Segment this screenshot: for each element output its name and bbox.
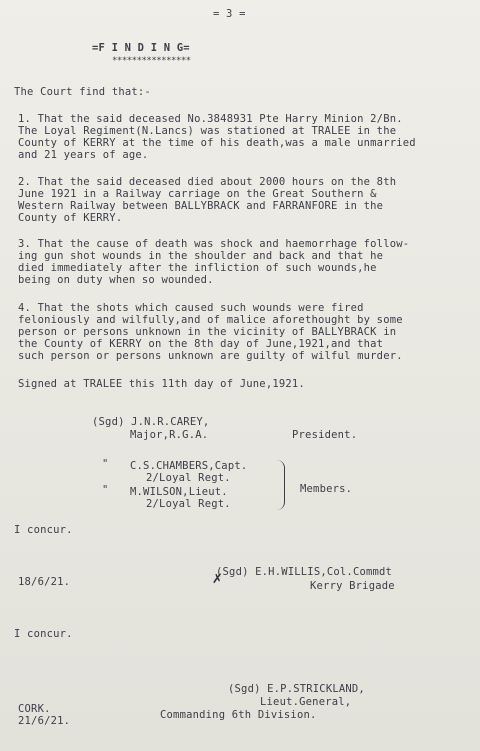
handwritten-mark: ✗: [212, 572, 223, 587]
concur-1-date: 18/6/21.: [18, 576, 71, 588]
finding-line: 1. That the said deceased No.3848931 Pte Harry Minion 2/Bn.: [18, 113, 403, 125]
concur-2-signatory: (Sgd) E.P.STRICKLAND,: [228, 683, 365, 695]
president-rank: Major,R.G.A.: [130, 429, 209, 441]
concur-1: I concur.: [14, 524, 73, 536]
finding-line: died immediately after the infliction of such wounds,he: [18, 262, 377, 274]
finding-line: 4. That the shots which caused such wounds were fired: [18, 302, 364, 314]
member-1-unit: 2/Loyal Regt.: [146, 472, 231, 484]
president-role: President.: [292, 429, 358, 441]
finding-line: 2. That the said deceased died about 2000 hours on the 8th: [18, 176, 397, 188]
finding-line: ing gun shot wounds in the shoulder and back and that he: [18, 250, 384, 262]
finding-line: June 1921 in a Railway carriage on the Great Southern &: [18, 188, 377, 200]
concur-1-signatory: (Sgd) E.H.WILLIS,Col.Commdt: [216, 566, 393, 578]
finding-line: feloniously and wilfully,and of malice aforethought by some: [18, 314, 403, 326]
ditto-mark: ": [102, 484, 109, 496]
finding-line: being on duty when so wounded.: [18, 274, 214, 286]
concur-2-place: CORK.: [18, 703, 51, 715]
document-title: =F I N D I N G=: [92, 42, 190, 54]
finding-line: County of KERRY.: [18, 212, 123, 224]
title-underline: ****************: [112, 56, 191, 66]
concur-2: I concur.: [14, 628, 73, 640]
member-2-name: M.WILSON,Lieut.: [130, 486, 228, 498]
concur-2-command: Commanding 6th Division.: [160, 709, 317, 721]
page-number: = 3 =: [213, 8, 246, 20]
member-1-name: C.S.CHAMBERS,Capt.: [130, 460, 248, 472]
finding-line: Western Railway between BALLYBRACK and FARRANFORE in the: [18, 200, 384, 212]
concur-2-date: 21/6/21.: [18, 715, 71, 727]
finding-line: person or persons unknown in the vicinity of BALLYBRACK in: [18, 326, 397, 338]
finding-line: the County of KERRY on the 8th day of June,1921,and that: [18, 338, 384, 350]
ditto-mark: ": [102, 458, 109, 470]
finding-line: The Loyal Regiment(N.Lancs) was stationed at TRALEE in the: [18, 125, 397, 137]
signed-line: Signed at TRALEE this 11th day of June,1921.: [18, 378, 305, 390]
intro-line: The Court find that:-: [14, 86, 151, 98]
finding-line: and 21 years of age.: [18, 149, 149, 161]
members-brace: [274, 460, 285, 510]
members-role: Members.: [300, 483, 353, 495]
member-2-unit: 2/Loyal Regt.: [146, 498, 231, 510]
concur-1-unit: Kerry Brigade: [310, 580, 395, 592]
finding-line: such person or persons unknown are guilty of wilful murder.: [18, 350, 403, 362]
finding-line: County of KERRY at the time of his death,was a male unmarried: [18, 137, 416, 149]
president-name: (Sgd) J.N.R.CAREY,: [92, 416, 210, 428]
finding-line: 3. That the cause of death was shock and haemorrhage follow-: [18, 238, 410, 250]
concur-2-rank: Lieut.General,: [260, 696, 352, 708]
